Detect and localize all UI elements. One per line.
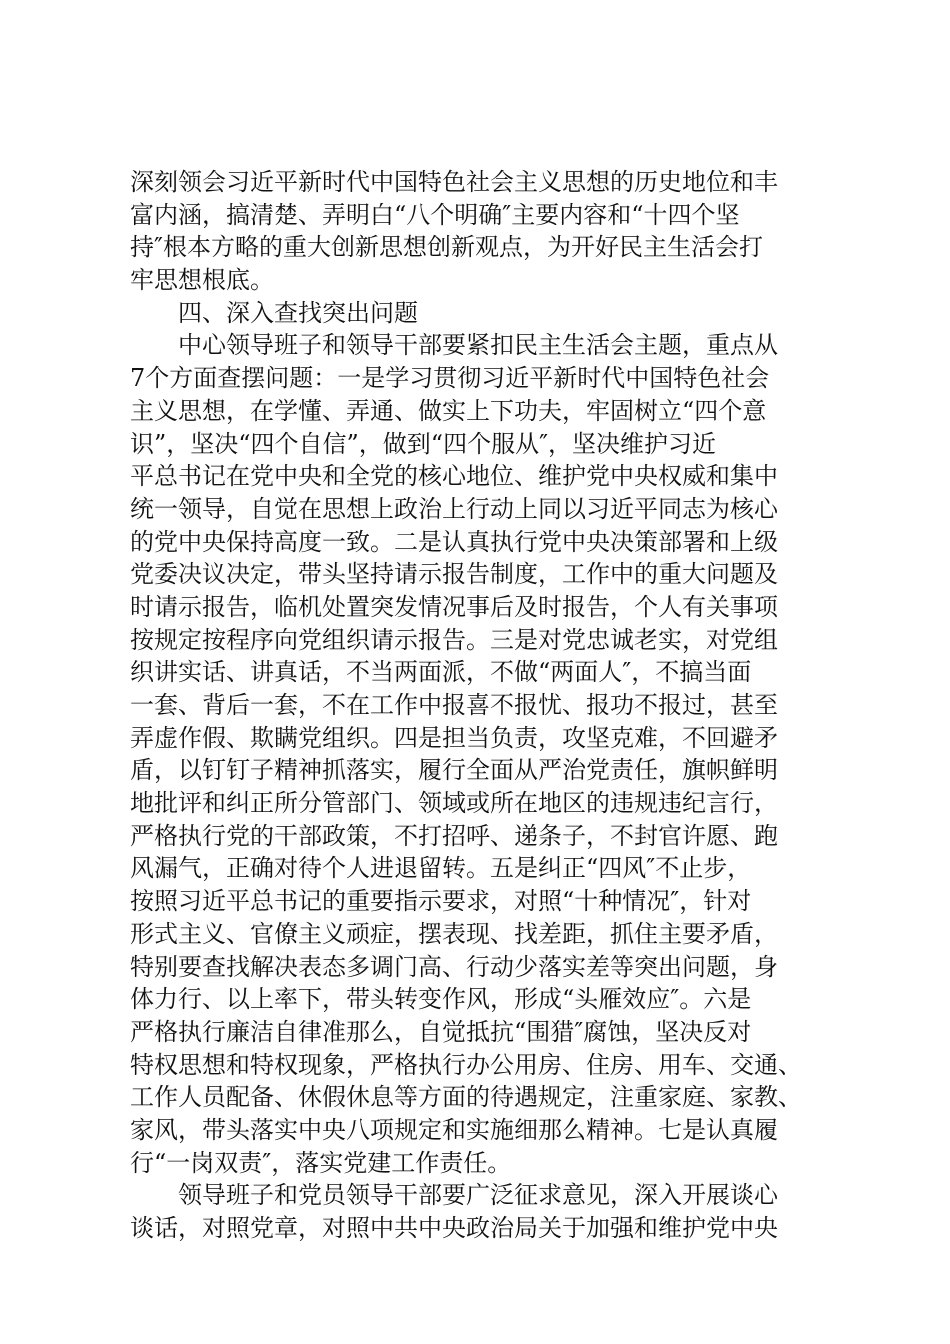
text-line: 主义思想，在学懂、弄通、做实上下功夫，牢固树立“四个意 bbox=[130, 396, 767, 425]
text-line: 党委决议决定，带头坚持请示报告制度，工作中的重大问题及 bbox=[130, 560, 778, 589]
text-line: 特权思想和特权现象，严格执行办公用房、住房、用车、交通、 bbox=[130, 1050, 802, 1079]
text-line: 富内涵，搞清楚、弄明白“八个明确″主要内容和“十四个坚 bbox=[130, 200, 740, 229]
text-line: 织讲实话、讲真话，不当两面派，不做“两面人″，不搞当面 bbox=[130, 658, 752, 687]
text-line: 深刻领会习近平新时代中国特色社会主义思想的历史地位和丰 bbox=[130, 168, 778, 196]
text-line: 时请示报告，临机处置突发情况事后及时报告，个人有关事项 bbox=[130, 592, 778, 621]
text-line: 领导班子和党员领导干部要广泛征求意见，深入开展谈心 bbox=[178, 1181, 778, 1210]
text-line: 的党中央保持高度一致。二是认真执行党中央决策部署和上级 bbox=[130, 527, 778, 556]
text-line: 平总书记在党中央和全党的核心地位、维护党中央权威和集中 bbox=[130, 462, 778, 491]
text-line: 严格执行廉洁自律准那么，自觉抵抗“围猎″腐蚀，坚决反对 bbox=[130, 1017, 752, 1046]
text-line: 严格执行党的干部政策，不打招呼、递条子，不封官许愿、跑 bbox=[130, 821, 778, 850]
text-line: 行“一岗双责″，落实党建工作责任。 bbox=[130, 1148, 512, 1177]
text-line: 工作人员配备、休假休息等方面的待遇规定，注重家庭、家教、 bbox=[130, 1083, 802, 1112]
text-line: 按照习近平总书记的重要指示要求，对照“十种情况″，针对 bbox=[130, 887, 752, 916]
text-line: 持″根本方略的重大创新思想创新观点，为开好民主生活会打 bbox=[130, 233, 763, 262]
text-line: 弄虚作假、欺瞒党组织。四是担当负责，攻坚克难，不回避矛 bbox=[130, 723, 778, 752]
text-line: 7个方面查摆问题：一是学习贯彻习近平新时代中国特色社会 bbox=[130, 364, 770, 393]
text-line: 家风，带头落实中央八项规定和实施细那么精神。七是认真履 bbox=[130, 1115, 778, 1144]
text-line: 谈话，对照党章，对照中共中央政治局关于加强和维护党中央 bbox=[130, 1214, 778, 1242]
text-line: 一套、背后一套，不在工作中报喜不报忧、报功不报过，甚至 bbox=[130, 691, 778, 719]
text-line: 统一领导，自觉在思想上政治上行动上同以习近平同志为核心 bbox=[130, 494, 778, 523]
text-line: 识”，坚决“四个自信”，做到“四个服从″，坚决维护习近 bbox=[130, 429, 717, 458]
text-line: 地批评和纠正所分管部门、领域或所在地区的违规违纪言行， bbox=[130, 789, 778, 818]
text-line: 特别要查找解决表态多调门高、行动少落实差等突出问题，身 bbox=[130, 952, 778, 981]
document-body bbox=[130, 166, 830, 1245]
text-line: 盾，以钉钉子精神抓落实，履行全面从严治党责任，旗帜鲜明 bbox=[130, 756, 778, 785]
text-line: 按规定按程序向党组织请示报告。三是对党忠诚老实，对党组 bbox=[130, 625, 778, 654]
section-heading: 四、深入查找突出问题 bbox=[178, 298, 418, 327]
text-line: 牢思想根底。 bbox=[130, 266, 274, 295]
text-line: 中心领导班子和领导干部要紧扣民主生活会主题，重点从 bbox=[178, 331, 778, 360]
text-line: 形式主义、官僚主义顽症，摆表现、找差距，抓住主要矛盾， bbox=[130, 919, 778, 948]
text-line: 风漏气，正确对待个人进退留转。五是纠正“四风″不止步， bbox=[130, 854, 752, 883]
text-line: 体力行、以上率下，带头转变作风，形成“头雁效应″。六是 bbox=[130, 985, 752, 1014]
